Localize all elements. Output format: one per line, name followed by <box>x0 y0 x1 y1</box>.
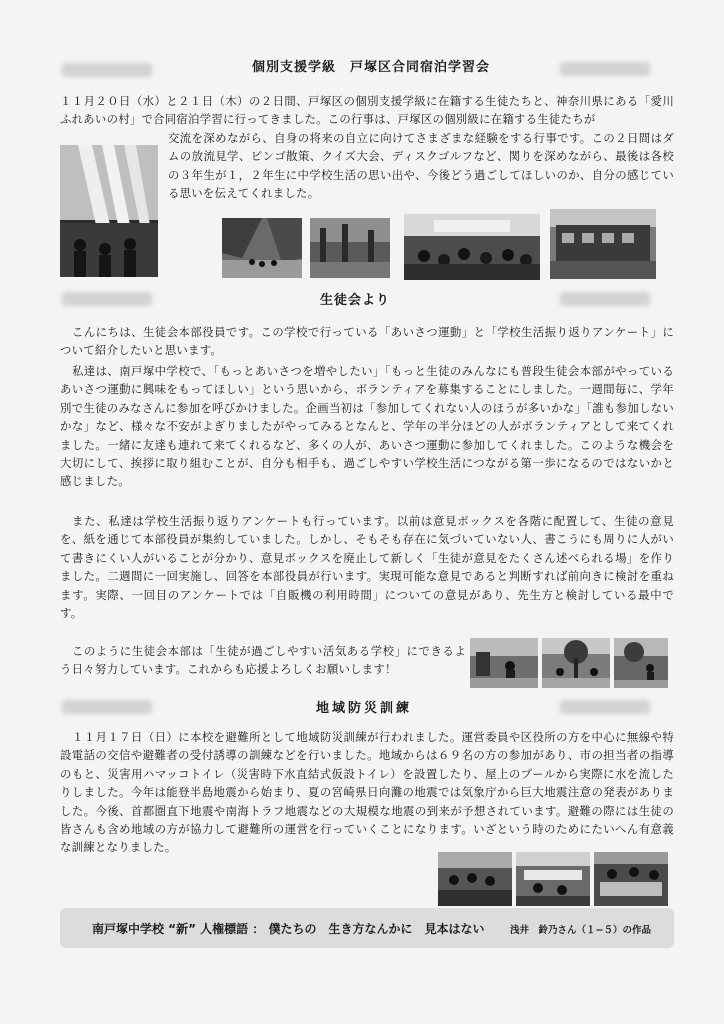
section2-paragraph-greeting: こんにちは、生徒会本部役員です。この学校で行っている「あいさつ運動」と「学校生活振り返りアンケート」について紹介したいと思います。 <box>60 325 674 358</box>
drill-photo-1 <box>438 852 512 906</box>
section1-paragraph-activities: 交流を深めながら、自身の将来の自立に向けてさまざまな経験をする行事です。この２日間はダムの放流見学、ビンゴ散策、クイズ大会、ディスクゴルフなど、関りを深めながら、最後は各校の３年生が１，２年生に中学校生活の思い出や、今後どう過ごしてほしいのか、自分の感じている思いを伝えてくれました。 <box>168 131 674 201</box>
drill-photo-2 <box>516 852 590 906</box>
hiking-photo <box>222 218 302 278</box>
redaction-mark <box>62 292 152 306</box>
forest-photo <box>310 218 390 278</box>
lodge-building-photo <box>550 209 656 279</box>
greeting-campaign-photo-3 <box>614 638 668 688</box>
drill-photo-3 <box>594 852 668 906</box>
section2-paragraph-greeting-campaign: 私達は、南戸塚中学校で、「もっとあいさつを増やしたい」「もっと生徒のみんなにも普段生徒会本部がやっているあいさつ運動に興味をもってほしい」という思いから、ボランティアを募集することにしました。一週間毎に、学年別で生徒のみなさんに参加を呼びかけました。企画当初は「参加してくれない人のほうが多いかな」「誰も参加しないかな」など、様々な不安がよぎりましたがやってみるとなんと、学年の半分ほどの人がボランティアとして来てくれました。一緒に友達も連れて来てくれるなど、多くの人が、あいさつ運動に参加してくれました。このような機会を大切にして、挨拶に取り組むことが、自分も相手も、過ごしやすい学校生活につながる第一歩になるのではないかと感じました。 <box>60 364 674 489</box>
section1-paragraph-intro: １１月２０日（水）と２１日（木）の２日間、戸塚区の個別支援学級に在籍する生徒たちと、神奈川県にある「愛川ふれあいの村」で合同宿泊学習に行ってきました。この行事は、戸塚区の個別級に在籍する生徒たちが <box>60 94 674 127</box>
greeting-campaign-photo-2 <box>542 638 610 688</box>
section-title-student-council: 生徒会より <box>320 293 391 308</box>
redaction-mark <box>62 700 152 714</box>
greeting-campaign-photo-1 <box>470 638 538 688</box>
gym-gathering-photo <box>404 214 540 280</box>
redaction-mark <box>62 63 152 77</box>
redaction-mark <box>560 62 650 76</box>
section3-paragraph-drill: １１月１７日（日）に本校を避難所として地域防災訓練が行われました。運営委員や区役所の方を中心に無線や特設電話の交信や避難者の受付誘導の訓練などを行いました。地域からは６９名の方の参加があり、市の担当者の指導のもと、災害用ハマッコトイレ（災害時下水直結式仮設トイレ）を設置したり、屋上のプールから実際に水を流したりしました。今年は能登半島地震から始まり、夏の宮崎県日向灘の地震では気象庁から巨大地震注意の発表がありました。今後、首都圏直下地震や南海トラフ地震などの大規模な地震の到来が予想されています。避難の際には生徒の皆さんも含め地域の方が協力して避難所の運営を行っていくことになります。いざという時のためにたいへん有意義な訓練となりました。 <box>60 730 674 855</box>
human-rights-slogan-banner <box>60 908 674 948</box>
section2-paragraph-closing: このように生徒会本部は「生徒が過ごしやすい活気ある学校」にできるよう日々努力しています。これからも応援よろしくお願いします！ <box>60 644 466 677</box>
section-title-overnight-study: 個別支援学級 戸塚区合同宿泊学習会 <box>252 60 491 75</box>
section2-paragraph-survey: また、私達は学校生活振り返りアンケートも行っています。以前は意見ボックスを各階に配置して、生徒の意見を、紙を通じて本部役員が集約していました。しかし、そもそも存在に気づいていない人、書こうにも周りに人がいて書きにくい人がいることが分かり、意見ボックスを廃止して新しく「生徒が意見をたくさん述べられる場」を作りました。二週間に一回実施し、回答を本部役員が行います。実現可能な意見であると判断すれば前向きに検討を重ねます。実際、一回目のアンケートでは「自販機の利用時間」についての意見があり、先生方と検討している最中です。 <box>60 514 674 621</box>
slogan-author-credit: 浅井 鈴乃さん（１−５）の作品 <box>510 925 651 936</box>
redaction-mark <box>560 292 650 306</box>
redaction-mark <box>560 700 650 714</box>
dam-photo <box>60 145 158 277</box>
section-title-disaster-drill: 地域防災訓練 <box>316 701 413 716</box>
slogan-text: 南戸塚中学校 “新” 人権標語 ： 僕たちの 生き方なんかに 見本はない <box>92 922 485 936</box>
